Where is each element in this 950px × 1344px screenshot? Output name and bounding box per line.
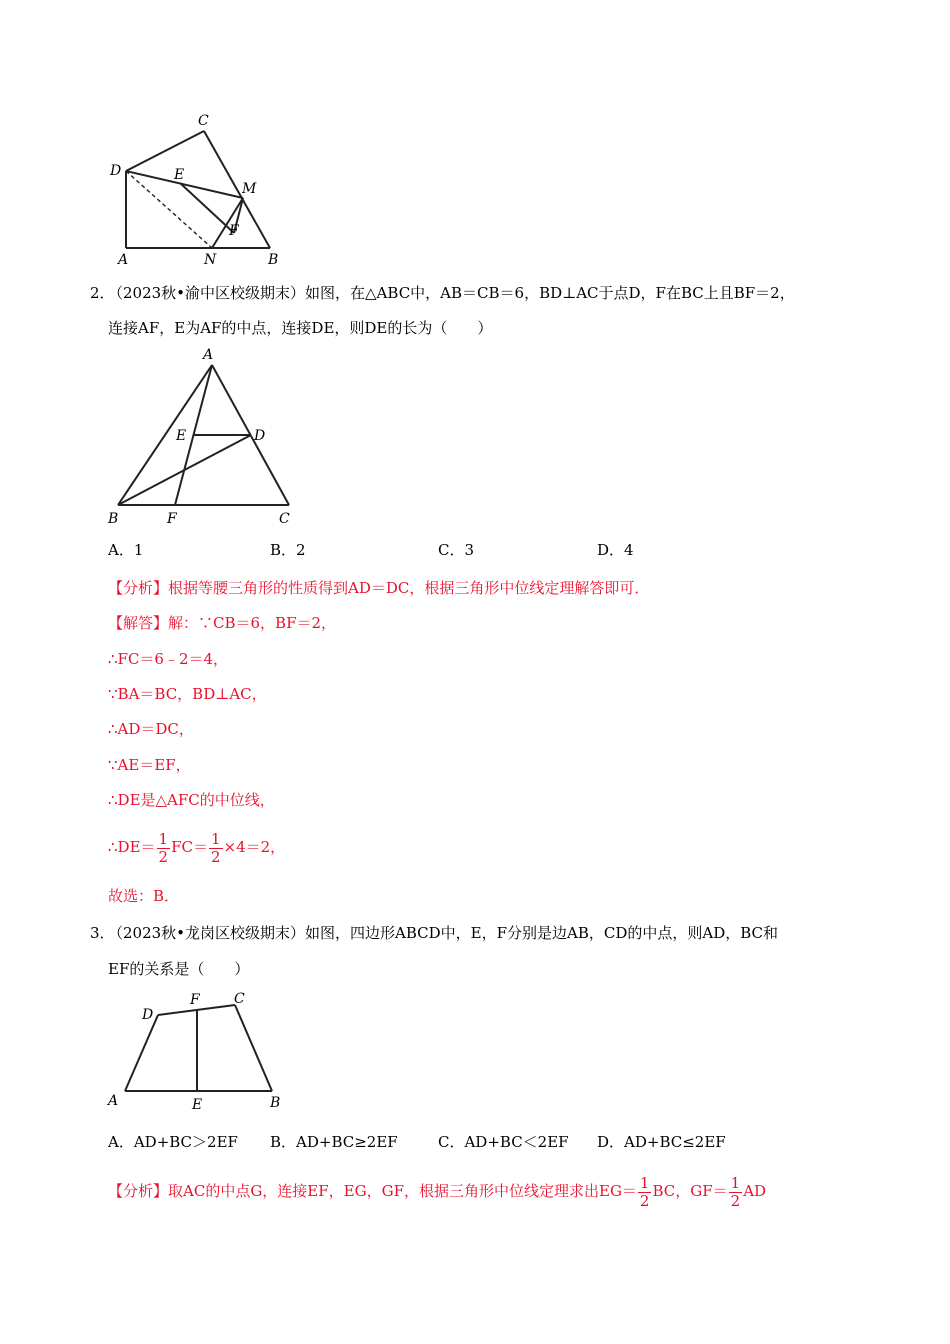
q3-option-a: A．AD+BC＞2EF: [108, 1133, 238, 1151]
figure-3-quadrilateral: [100, 985, 295, 1115]
q2-answer-line-6: ∴DE是△AFC的中位线，: [108, 791, 275, 809]
label-C: C: [279, 511, 290, 527]
q3-fraction-2: [729, 1175, 743, 1210]
label-F: F: [167, 511, 177, 527]
q2-answer-line-1: [108, 613, 336, 633]
q3-option-c: C．AD+BC＜2EF: [438, 1133, 569, 1151]
label-A: A: [203, 347, 214, 363]
label-C: C: [198, 113, 209, 129]
dashed-DN: [126, 171, 212, 248]
q2-frac2-num: 1: [210, 829, 221, 848]
label-F: F: [229, 223, 239, 239]
label-M: M: [242, 181, 257, 197]
label-B: B: [268, 252, 279, 268]
q2-frac1-den: 2: [158, 847, 169, 866]
q3-frac1-den: 2: [639, 1191, 650, 1210]
q3-frac1-after: BC，GF＝: [652, 1182, 728, 1200]
q2-answer-line-5: ∵AE＝EF，: [108, 756, 191, 774]
segment-DM: [126, 171, 243, 198]
q2-answer-tag: 【解答】: [108, 614, 169, 632]
q2-option-c: C．3: [438, 541, 475, 559]
q2-analysis-text: 根据等腰三角形的性质得到AD＝DC，根据三角形中位线定理解答即可．: [168, 579, 650, 597]
q2-answer-line-2: ∴FC＝6﹣2＝4，: [108, 650, 229, 668]
q3-frac1-num: 1: [639, 1173, 650, 1192]
q3-analysis-tag: 【分析】: [108, 1182, 169, 1200]
q3-analysis-text: 取AC的中点G，连接EF，EG，GF，根据三角形中位线定理求出EG＝: [168, 1182, 637, 1200]
q2-frac1-num: 1: [158, 829, 169, 848]
q2-answer-line-3: ∵BA＝BC，BD⊥AC，: [108, 685, 267, 703]
q2-answer-fraction-line: [108, 828, 285, 866]
q2-fraction-2: [209, 831, 223, 866]
segment-AD: [125, 1015, 158, 1091]
label-E: E: [176, 428, 187, 444]
q2-answer-line-4: ∴AD＝DC，: [108, 720, 194, 738]
figure-1-geometry: [100, 105, 290, 270]
label-A: A: [118, 252, 129, 268]
q2-analysis-tag: 【分析】: [108, 579, 169, 597]
label-E: E: [192, 1097, 203, 1113]
label-F: F: [190, 992, 200, 1008]
q3-frac2-num: 1: [730, 1173, 741, 1192]
label-C: C: [234, 991, 245, 1007]
q3-frac2-den: 2: [730, 1191, 741, 1210]
q3-fraction-1: [638, 1175, 652, 1210]
q2-frac2-den: 2: [210, 847, 221, 866]
q2-frac-prefix: ∴DE＝: [108, 838, 156, 856]
q3-option-b: B．AD+BC≥2EF: [270, 1133, 398, 1151]
segment-BD: [118, 435, 251, 505]
q2-frac-mid: FC＝: [171, 838, 208, 856]
q2-answer-text-1: 解：∵CB＝6，BF＝2，: [168, 614, 337, 632]
label-D: D: [110, 163, 122, 179]
q2-stem-line1: （2023秋•渝中区校级期末）如图，在△ABC中，AB＝CB＝6，BD⊥AC于点D，F在BC上且BF＝2，: [108, 284, 795, 302]
label-N: N: [204, 252, 217, 268]
q2-number: 2．: [90, 284, 115, 302]
q2-option-b: B．2: [270, 541, 306, 559]
label-D: D: [254, 428, 266, 444]
label-B: B: [270, 1095, 281, 1111]
q3-stem-line1: （2023秋•龙岗区校级期末）如图，四边形ABCD中，E，F分别是边AB，CD的中点，则AD，BC和: [108, 924, 779, 942]
q3-analysis: [108, 1172, 766, 1210]
label-B: B: [108, 511, 119, 527]
q2-stem-line2: 连接AF，E为AF的中点，连接DE，则DE的长为（ ）: [108, 319, 493, 337]
q2-final-choice: 故选：B．: [108, 887, 180, 905]
figure-2-triangle: [100, 345, 305, 530]
label-D: D: [142, 1007, 154, 1023]
q2-analysis: [108, 578, 649, 598]
q3-number: 3．: [90, 924, 115, 942]
q2-option-d: D．4: [597, 541, 634, 559]
q2-frac-suffix: ×4＝2，: [223, 838, 286, 856]
q3-stem-line2: EF的关系是（ ）: [108, 960, 250, 978]
segment-CB: [235, 1005, 272, 1091]
segment-DC: [126, 131, 204, 171]
label-E: E: [174, 167, 185, 183]
q2-option-a: A．1: [108, 541, 144, 559]
q2-fraction-1: [157, 831, 171, 866]
q3-frac2-after: AD: [743, 1182, 767, 1200]
label-A: A: [108, 1093, 119, 1109]
q3-option-d: D．AD+BC≤2EF: [597, 1133, 726, 1151]
